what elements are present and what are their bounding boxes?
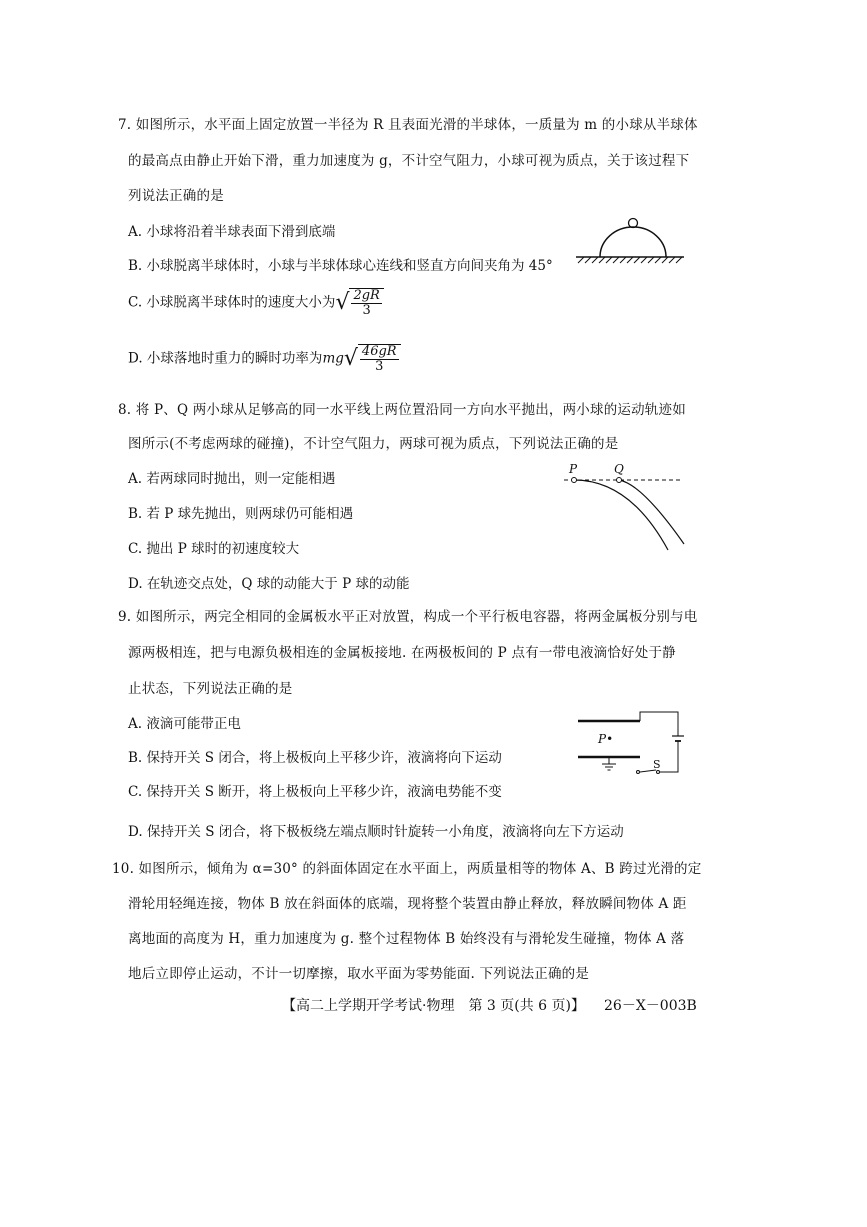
fraction-numerator: 46gR (361, 344, 397, 359)
fraction-denominator: 3 (375, 359, 384, 374)
q8-stem-line-2: 图所示(不考虑两球的碰撞)，不计空气阻力，两球可视为质点，下列说法正确的是 (128, 436, 619, 452)
wire-top (640, 712, 678, 736)
q8-option-b: B. 若 P 球先抛出，则两球仍可能相遇 (128, 506, 354, 522)
q7-hemisphere-figure (572, 212, 688, 268)
q9-option-b: B. 保持开关 S 闭合，将上极板向上平移少许，液滴将向下运动 (128, 750, 502, 766)
q7-option-b: B. 小球脱离半球体时，小球与半球体球心连线和竖直方向间夹角为 45° (128, 258, 553, 274)
q7-stem-line-1: 7. 如图所示，水平面上固定放置一半径为 R 且表面光滑的半球体，一质量为 m 的小球从半球体 (118, 117, 698, 133)
q7-option-d-fraction (358, 344, 401, 374)
q7-option-c-fraction (349, 288, 383, 318)
page-footer-title: 【高二上学期开学考试·物理 第 3 页(共 6 页)】 (282, 998, 585, 1014)
label-p: P (569, 462, 578, 476)
q7-option-d-mg: mg (322, 350, 344, 367)
q7-option-c (128, 288, 384, 318)
q7-option-c-text: C. 小球脱离半球体时的速度大小为 (128, 294, 336, 311)
ground-symbol (602, 764, 616, 770)
q9-capacitor-figure (572, 706, 687, 786)
ground-hatching (578, 257, 682, 263)
q10-stem-line-3: 离地面的高度为 H，重力加速度为 g. 整个过程物体 B 始终没有与滑轮发生碰撞，物体 A 落 (128, 931, 685, 947)
q9-stem-line-1: 9. 如图所示，两完全相同的金属板水平正对放置，构成一个平行板电容器，将两金属板分别与电 (118, 609, 698, 625)
q8-trajectory-figure (560, 462, 690, 557)
label-q: Q (614, 462, 624, 476)
q10-stem-line-4: 地后立即停止运动，不计一切摩擦，取水平面为零势能面. 下列说法正确的是 (128, 966, 590, 982)
label-switch-s: S (653, 758, 661, 771)
q7-option-d (128, 344, 401, 374)
wire-right (658, 741, 678, 772)
fraction-numerator: 2gR (353, 288, 380, 303)
sqrt-sign: √ (335, 290, 350, 315)
page-footer-code: 26－X－003B (604, 998, 697, 1014)
q10-stem-line-1: 10. 如图所示，倾角为 α=30° 的斜面体固定在水平面上，两质量相等的物体 A、B 跨过光滑的定 (112, 861, 702, 877)
fraction-denominator: 3 (362, 303, 371, 318)
q8-option-c: C. 抛出 P 球时的初速度较大 (128, 541, 300, 557)
sqrt-sign: √ (343, 346, 358, 371)
q9-option-d: D. 保持开关 S 闭合，将下极板绕左端点顺时针旋转一小角度，液滴将向左下方运动 (128, 824, 624, 840)
q9-stem-line-2: 源两极相连，把与电源负极相连的金属板接地. 在两极板间的 P 点有一带电液滴恰好处于静 (128, 645, 676, 661)
q8-stem-line-1: 8. 将 P、Q 两小球从足够高的同一水平线上两位置沿同一方向水平抛出，两小球的运动轨迹如 (118, 402, 686, 418)
q8-option-a: A. 若两球同时抛出，则一定能相遇 (128, 471, 336, 487)
q7-option-d-text: D. 小球落地时重力的瞬时功率为 (128, 350, 323, 367)
q9-option-c: C. 保持开关 S 断开，将上极板向上平移少许，液滴电势能不变 (128, 784, 502, 800)
ball-p (572, 478, 577, 483)
hemisphere (600, 227, 666, 257)
q9-option-a: A. 液滴可能带正电 (128, 716, 241, 732)
trajectory-p (574, 480, 668, 550)
small-ball (629, 219, 638, 228)
q8-option-d: D. 在轨迹交点处，Q 球的动能大于 P 球的动能 (128, 576, 410, 592)
switch-contact-left (637, 771, 640, 774)
label-p-droplet: P• (598, 732, 614, 746)
q7-stem-line-2: 的最高点由静止开始下滑，重力加速度为 g，不计空气阻力，小球可视为质点，关于该过程下 (128, 153, 690, 169)
q7-stem-line-3: 列说法正确的是 (128, 188, 224, 204)
q9-stem-line-3: 止状态，下列说法正确的是 (128, 681, 293, 697)
trajectory-q (619, 480, 684, 544)
q7-option-a: A. 小球将沿着半球表面下滑到底端 (128, 224, 336, 240)
ball-q (617, 478, 622, 483)
q10-stem-line-2: 滑轮用轻绳连接，物体 B 放在斜面体的底端，现将整个装置由静止释放，释放瞬间物体 A 距 (128, 896, 687, 912)
